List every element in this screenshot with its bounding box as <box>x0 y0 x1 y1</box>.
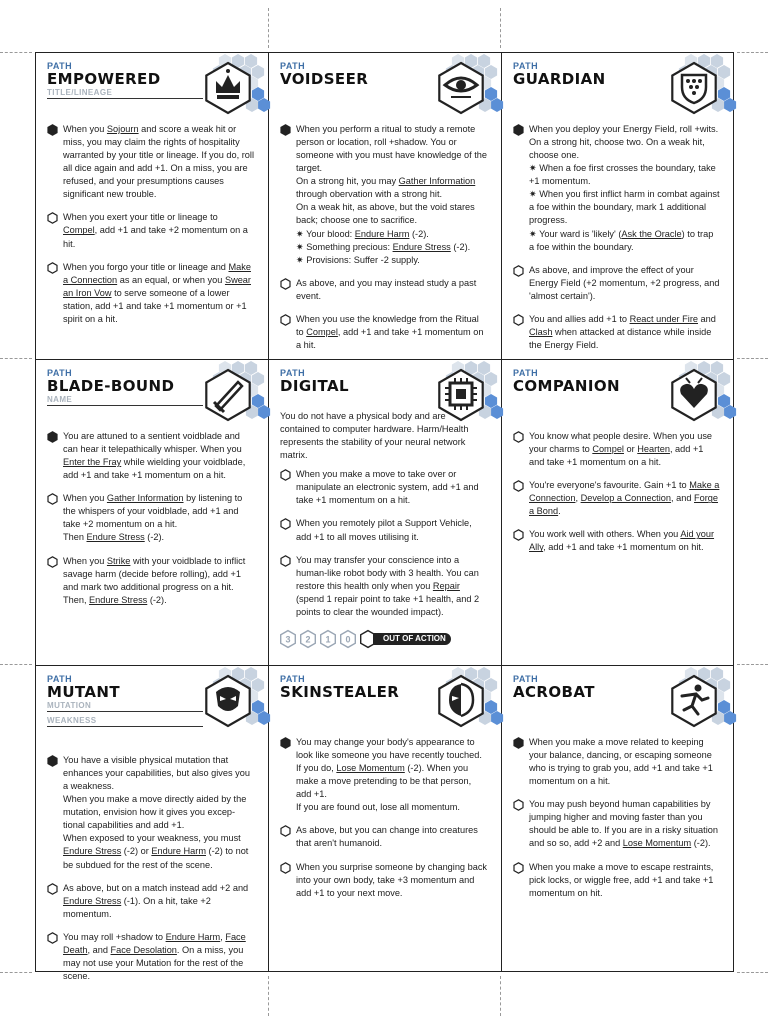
path-label: PATH <box>513 61 539 71</box>
move-reference-link: Lose Momentum <box>622 838 692 849</box>
card-sheet <box>35 52 734 981</box>
path-card-skinstealer <box>269 666 501 972</box>
path-move <box>47 430 254 482</box>
path-move <box>47 882 254 921</box>
card-subtitle-field: WEAKNESS <box>47 716 203 727</box>
health-track <box>279 630 451 648</box>
path-label: PATH <box>280 674 306 684</box>
health-track-value: 0 <box>345 634 351 645</box>
move-text-line: On a strong hit, you may Gather Information through obervation with a strong hit. <box>296 176 476 200</box>
path-move <box>513 861 720 900</box>
path-move <box>280 554 487 619</box>
move-reference-link: Strike <box>106 555 131 566</box>
move-text-line: As above, and you may instead study a past event. <box>296 277 477 301</box>
move-text-line: You're everyone's favourite. Gain +1 to Make a Connection, Develop a Connection, and Forge a Bond. <box>529 480 720 517</box>
path-label: PATH <box>280 61 306 71</box>
move-reference-link: Sojourn <box>106 124 139 134</box>
move-text-line: ✷ When you first inflict harm in combat against a foe within the boundary, mark 1 additional progress. <box>529 189 720 226</box>
health-track-value: 3 <box>285 634 291 645</box>
move-text-line: ✷ Something precious: Endure Stress (-2). <box>296 241 471 252</box>
card-title: DIGITAL <box>280 377 349 395</box>
empty-hex-checkbox-icon[interactable] <box>280 862 291 874</box>
move-text-line: When you make a move to take over or manipulate an electronic system, add +1 and take +1 momentum on a hit. <box>296 469 479 506</box>
filled-hex-checkbox-icon[interactable] <box>513 737 524 749</box>
move-text-line: When exposed to your weakness, you must Endure Stress (-2) or Endure Harm (-2) to not be subdued for the rest of the scene. <box>63 833 249 870</box>
heart-emblem-icon <box>668 368 720 422</box>
cut-mark <box>0 358 32 359</box>
move-reference-link: Endure Harm <box>165 931 221 942</box>
cut-mark <box>0 664 32 665</box>
path-card-acrobat <box>502 666 734 972</box>
move-text-line: When you Strike with your voidblade to inflict savage harm (decide before rolling), add +1 and mark two additional progress on a hit. Then, Endure Stress (-2). <box>63 555 246 605</box>
eye-emblem-icon <box>435 61 487 115</box>
move-text-line: You may roll +shadow to Endure Harm, Face Death, and Face Desolation. On a miss, you may not use your Mutation for the rest of the scene. <box>63 931 246 981</box>
move-text-line: ✷ When a foe first crosses the boundary, take +1 momentum. <box>529 163 716 187</box>
cut-mark <box>500 976 501 1016</box>
move-text-line: If you are found out, lose all momentum. <box>296 802 460 813</box>
move-reference-link: Endure Stress <box>392 241 451 252</box>
moves-list <box>47 123 254 336</box>
moves-list <box>513 736 720 910</box>
filled-hex-checkbox-icon[interactable] <box>47 755 58 767</box>
path-move <box>280 824 487 850</box>
move-reference-link: Compel <box>592 444 624 455</box>
cut-mark <box>0 972 32 973</box>
move-reference-link: Aid your Ally <box>529 529 715 553</box>
empty-hex-checkbox-icon[interactable] <box>47 212 58 224</box>
cut-mark <box>737 972 768 973</box>
move-text-line: On a weak hit, as above, but the void stares back; choose one to sacrifice. <box>296 202 475 226</box>
move-text-line: When you forgo your title or lineage and Make a Connection as an equal, or when you Swear an Iron Vow to serve someone of a lower station, add +1 and take +1 momentum or +1 spirit on a hit. <box>63 261 251 324</box>
card-title: COMPANION <box>513 377 620 395</box>
path-label: PATH <box>513 368 539 378</box>
move-text-line: You may push beyond human capabilities by jumping higher and moving faster than you should be able to. If you are in a risky situation and so so, add +2 and Lose Momentum (-2). <box>529 799 718 849</box>
move-text-line: You may transfer your conscience into a human-like robot body with 3 health. You can restore this health only when you Repair (spend 1 repair point to take +1 health, and 2 points to clear the wounded impact). <box>296 554 480 617</box>
sword-emblem-icon <box>202 368 254 422</box>
move-text-line: You work well with others. When you Aid your Ally, add +1 and take +1 momentum on hit. <box>529 529 715 553</box>
filled-hex-checkbox-icon[interactable] <box>47 124 58 136</box>
move-text-line: Then Endure Stress (-2). <box>63 532 165 543</box>
path-move <box>47 754 254 872</box>
empty-hex-checkbox-icon[interactable] <box>47 556 58 568</box>
move-reference-link: Gather Information <box>398 176 476 187</box>
move-text-line: When you surprise someone by changing back into your own body, take +3 momentum and add +1 to your next move. <box>296 861 488 898</box>
health-track-box[interactable] <box>319 630 337 648</box>
move-text-line: When you perform a ritual to study a remote person or location, roll +shadow. You or someone with you must have knowledge of the target. <box>296 124 488 174</box>
move-reference-link: Repair <box>432 580 460 591</box>
health-track-value: 2 <box>305 634 311 645</box>
mutant-mask-emblem-icon <box>202 674 254 728</box>
path-move <box>47 492 254 544</box>
move-reference-link: Endure Stress <box>89 594 148 605</box>
card-title: EMPOWERED <box>47 70 161 88</box>
path-move <box>280 736 487 814</box>
card-subtitle-field: NAME <box>47 395 203 406</box>
card-subtitle-field: TITLE/LINEAGE <box>47 88 203 99</box>
move-text-line: When you exert your title or lineage to Compel, add +1 and take +2 momentum on a hit. <box>63 212 248 249</box>
path-move <box>513 123 720 254</box>
move-text-line: When you use the knowledge from the Ritual to Compel, add +1 and take +1 momentum on a hit. <box>296 313 484 350</box>
cut-mark <box>737 52 768 53</box>
move-text-line: When you remotely pilot a Support Vehicle, add +1 to all moves utilising it. <box>296 518 472 542</box>
moves-list <box>513 430 720 565</box>
move-text-line: When you Sojourn and score a weak hit or miss, you may claim the rights of hospitality warranted by your title or lineage. If you do, roll all dice again and add +1. On a miss, you are refused, and your presumptions causes significant new trouble. <box>63 124 254 200</box>
move-text-line: ✷ Provisions: Suffer -2 supply. <box>296 254 420 265</box>
move-reference-link: Swear an Iron Vow <box>63 274 251 298</box>
empty-hex-checkbox-icon[interactable] <box>47 883 58 895</box>
filled-hex-checkbox-icon[interactable] <box>280 124 291 136</box>
move-text-line: You know what people desire. When you use your charms to Compel or Hearten, add +1 and take +1 momentum on a hit. <box>529 431 713 468</box>
move-reference-link: Forge a Bond <box>529 493 719 517</box>
empty-hex-checkbox-icon[interactable] <box>280 469 291 481</box>
out-of-action-label: OUT OF ACTION <box>373 633 451 645</box>
health-track-box[interactable] <box>299 630 317 648</box>
path-label: PATH <box>47 368 73 378</box>
path-card-voidseer <box>269 53 501 359</box>
empty-hex-checkbox-icon[interactable] <box>513 529 524 541</box>
cut-mark <box>268 976 269 1016</box>
path-move <box>280 468 487 507</box>
move-reference-link: Endure Harm <box>354 228 410 239</box>
crown-emblem-icon <box>202 61 254 115</box>
acrobat-emblem-icon <box>668 674 720 728</box>
health-track-value: 1 <box>325 634 331 645</box>
half-mask-emblem-icon <box>435 674 487 728</box>
move-text-line: When you make a move to escape restraints, pick locks, or wiggle free, add +1 and take +1 momentum on hit. <box>529 861 714 898</box>
path-move <box>513 528 720 554</box>
move-text-line: As above, but on a match instead add +2 and Endure Stress (-1). On a hit, take +2 momentum. <box>63 882 249 919</box>
move-reference-link: Make a Connection <box>529 480 720 504</box>
card-title: ACROBAT <box>513 683 595 701</box>
move-reference-link: Ask the Oracle <box>621 228 682 239</box>
cut-mark <box>268 8 269 48</box>
move-text-line: ✷ Your ward is 'likely' (Ask the Oracle) to trap a foe within the boundary. <box>529 228 714 252</box>
shield-emblem-icon <box>668 61 720 115</box>
health-track-box[interactable] <box>279 630 297 648</box>
path-move <box>47 123 254 201</box>
path-move <box>513 430 720 469</box>
card-subtitle-field: MUTATION <box>47 701 203 712</box>
card-title: GUARDIAN <box>513 70 606 88</box>
path-label: PATH <box>47 674 73 684</box>
move-reference-link: Enter the Fray <box>63 457 122 468</box>
moves-list <box>280 123 487 362</box>
path-card-blade-bound <box>36 360 268 665</box>
path-move <box>280 277 487 303</box>
path-card-companion <box>502 360 734 665</box>
move-text-line: You may change your body's appearance to look like someone you have recently touched. If you do, Lose Momentum (-2). When you make a move pretending to be that person, add +1. <box>296 737 482 800</box>
move-text-line: You are attuned to a sentient voidblade and can hear it telepathically whisper. When you Enter the Fray while wielding your voidblade, add +1 and take +1 momentum on a hit. <box>63 431 246 481</box>
path-move <box>513 736 720 788</box>
path-move <box>280 861 487 900</box>
move-text-line: ✷ Your blood: Endure Harm (-2). <box>296 228 429 239</box>
move-reference-link: Face Desolation <box>110 944 177 955</box>
path-move <box>513 313 720 352</box>
path-move <box>513 264 720 303</box>
move-reference-link: Clash <box>529 326 553 337</box>
moves-list <box>47 754 254 993</box>
move-text-line: You and allies add +1 to React under Fire and Clash when attacked at distance while inside the Energy Field. <box>529 313 716 350</box>
path-card-guardian <box>502 53 734 359</box>
empty-hex-checkbox-icon[interactable] <box>513 431 524 443</box>
path-move <box>47 931 254 983</box>
path-card-digital <box>269 360 501 665</box>
cut-mark <box>737 664 768 665</box>
path-label: PATH <box>47 61 73 71</box>
empty-hex-checkbox-icon[interactable] <box>280 278 291 290</box>
path-move <box>280 517 487 543</box>
empty-hex-checkbox-icon[interactable] <box>513 480 524 492</box>
path-move <box>280 123 487 267</box>
cut-mark <box>0 52 32 53</box>
path-card-mutant <box>36 666 268 981</box>
move-reference-link: Compel <box>63 225 95 236</box>
move-text-line: As above, but you can change into creatures that aren't humanoid. <box>296 825 478 849</box>
health-track-box[interactable] <box>339 630 357 648</box>
path-card-empowered <box>36 53 268 359</box>
move-reference-link: Develop a Connection <box>580 493 671 504</box>
path-label: PATH <box>280 368 306 378</box>
empty-hex-checkbox-icon[interactable] <box>47 262 58 274</box>
empty-hex-checkbox-icon[interactable] <box>47 493 58 505</box>
card-title: VOIDSEER <box>280 70 369 88</box>
move-reference-link: Hearten <box>637 444 670 455</box>
empty-hex-checkbox-icon[interactable] <box>280 555 291 567</box>
move-text-line: You have a visible physical mutation that enhances your capabilities, but also gives you a weakness. <box>63 755 250 792</box>
moves-list <box>513 123 720 362</box>
move-reference-link: Endure Stress <box>63 846 122 857</box>
move-text-line: As above, and improve the effect of your Energy Field (+2 momentum, +2 progress, and 'almost certain'). <box>529 264 720 301</box>
path-move <box>47 211 254 250</box>
path-move <box>513 479 720 518</box>
path-move <box>280 313 487 352</box>
moves-list <box>47 430 254 617</box>
move-text-line: When you make a move directly aided by the mutation, envision how it gives you excep-tional capabilities and add +1. <box>63 794 247 831</box>
empty-hex-checkbox-icon[interactable] <box>280 825 291 837</box>
empty-hex-checkbox-icon[interactable] <box>513 314 524 326</box>
cut-mark <box>500 8 501 48</box>
filled-hex-checkbox-icon[interactable] <box>47 431 58 443</box>
empty-hex-checkbox-icon[interactable] <box>513 862 524 874</box>
card-title: SKINSTEALER <box>280 683 400 701</box>
move-reference-link: Lose Momentum <box>336 763 405 774</box>
moves-list <box>280 736 487 910</box>
card-title: MUTANT <box>47 683 120 701</box>
empty-hex-checkbox-icon[interactable] <box>513 799 524 811</box>
path-label: PATH <box>513 674 539 684</box>
move-reference-link: Endure Stress <box>86 532 145 543</box>
empty-hex-checkbox-icon[interactable] <box>280 518 291 530</box>
path-move <box>513 798 720 850</box>
moves-list <box>280 410 487 629</box>
move-reference-link: Gather Information <box>106 493 184 504</box>
empty-hex-checkbox-icon[interactable] <box>47 932 58 944</box>
path-move <box>47 261 254 326</box>
move-reference-link: Face Death <box>63 931 246 955</box>
empty-hex-checkbox-icon[interactable] <box>280 314 291 326</box>
path-description: You do not have a physical body and are contained to computer hardware. Harm/Health represents the stability of your neural network matrix. <box>280 411 469 461</box>
path-move <box>47 555 254 607</box>
filled-hex-checkbox-icon[interactable] <box>280 737 291 749</box>
filled-hex-checkbox-icon[interactable] <box>513 124 524 136</box>
move-text-line: When you deploy your Energy Field, roll +wits. On a strong hit, choose two. On a weak hit, choose one. <box>529 124 719 161</box>
cut-mark <box>737 358 768 359</box>
card-title: BLADE-BOUND <box>47 377 175 395</box>
move-text-line: When you Gather Information by listening to the whispers of your voidblade, add +1 and take +2 momentum on a hit. <box>63 493 243 530</box>
move-reference-link: Endure Stress <box>63 895 122 906</box>
empty-hex-checkbox-icon[interactable] <box>513 265 524 277</box>
move-reference-link: Endure Harm <box>151 846 206 857</box>
move-reference-link: Compel <box>306 326 338 337</box>
move-reference-link: Make a Connection <box>63 261 251 285</box>
move-reference-link: React under Fire <box>629 313 698 324</box>
move-text-line: When you make a move related to keeping your balance, dancing, or escaping someone who is trying to grab you, add +1 and take +1 momentum on a hit. <box>529 737 713 787</box>
